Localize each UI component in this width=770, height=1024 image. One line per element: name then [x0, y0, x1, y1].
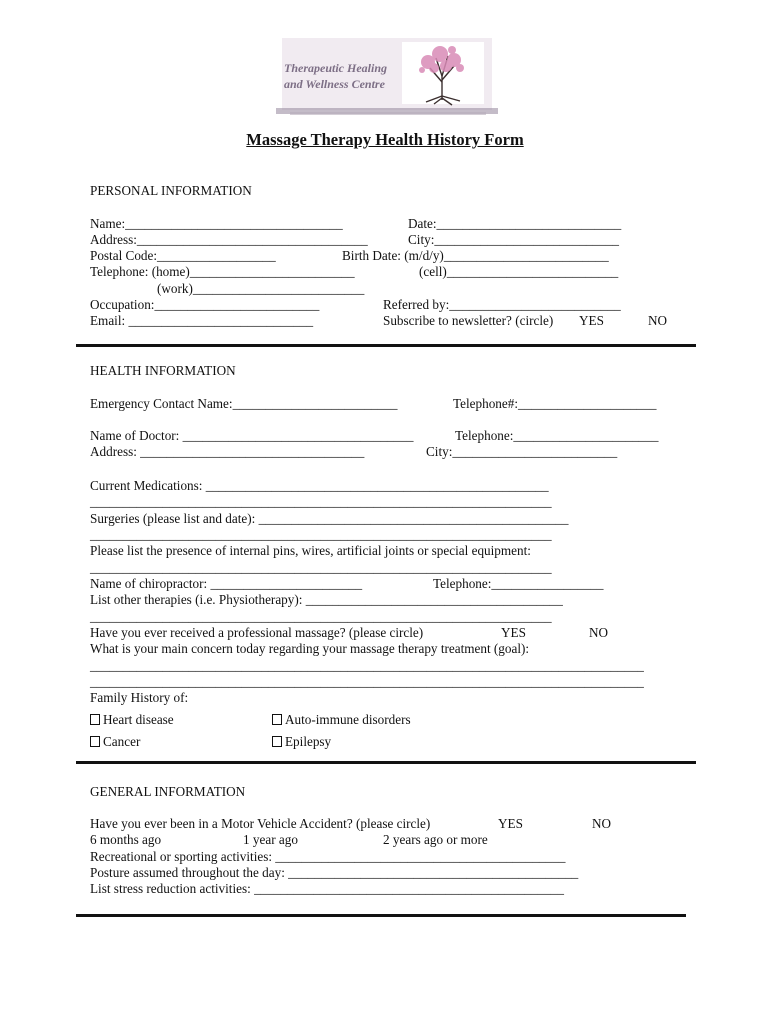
- recreational-activities-field[interactable]: Recreational or sporting activities: ____________________________________________: [90, 849, 566, 864]
- checkbox-icon[interactable]: [90, 736, 100, 747]
- logo-text-line2: and Wellness Centre: [284, 77, 385, 91]
- chiropractor-field[interactable]: Name of chiropractor: _______________________: [90, 576, 363, 591]
- section-divider: [76, 914, 686, 917]
- professional-massage-question: Have you ever received a professional massage? (please circle): [90, 625, 424, 640]
- other-therapies-field[interactable]: List other therapies (i.e. Physiotherapy): _______________________________________: [90, 592, 563, 607]
- occupation-field[interactable]: Occupation:_________________________: [90, 297, 320, 312]
- posture-field[interactable]: Posture assumed throughout the day: ____________________________________________: [90, 865, 579, 880]
- main-concern-question: What is your main concern today regarding your massage therapy treatment (goal):: [90, 641, 530, 656]
- autoimmune-checkbox[interactable]: [272, 712, 411, 728]
- form-title: Massage Therapy Health History Form: [246, 130, 524, 149]
- checkbox-icon[interactable]: [272, 736, 282, 747]
- section-divider: [76, 344, 696, 347]
- current-medications-field[interactable]: Current Medications: ____________________________________________________: [90, 478, 549, 493]
- family-history-label: Family History of:: [90, 690, 189, 705]
- emergency-contact-field[interactable]: Emergency Contact Name:_________________________: [90, 396, 398, 411]
- heart-disease-label: Heart disease: [103, 712, 174, 727]
- referred-by-field[interactable]: Referred by:__________________________: [383, 297, 621, 312]
- main-concern-blank-line-1[interactable]: ____________________________________________________________________________________: [90, 658, 644, 673]
- section-heading-general: GENERAL INFORMATION: [90, 784, 246, 799]
- epilepsy-checkbox[interactable]: [272, 734, 331, 750]
- newsletter-label: Subscribe to newsletter? (circle): [383, 313, 554, 328]
- mva-question: Have you ever been in a Motor Vehicle Accident? (please circle): [90, 816, 431, 831]
- date-field[interactable]: Date:____________________________: [408, 216, 622, 231]
- doctor-address-field[interactable]: Address: __________________________________: [90, 444, 365, 459]
- mva-yes-option[interactable]: YES: [498, 816, 523, 831]
- address-field[interactable]: Address:___________________________________: [90, 232, 368, 247]
- section-heading-personal: PERSONAL INFORMATION: [90, 183, 252, 198]
- medications-blank-line[interactable]: ______________________________________________________________________: [90, 494, 552, 509]
- doctor-name-field[interactable]: Name of Doctor: ___________________________________: [90, 428, 414, 443]
- home-telephone-field[interactable]: Telephone: (home)_________________________: [90, 264, 355, 279]
- checkbox-icon[interactable]: [90, 714, 100, 725]
- newsletter-no-option[interactable]: NO: [648, 313, 668, 328]
- checkbox-icon[interactable]: [272, 714, 282, 725]
- cancer-checkbox[interactable]: [90, 734, 140, 750]
- newsletter-yes-option[interactable]: YES: [579, 313, 604, 328]
- cell-telephone-field[interactable]: (cell)__________________________: [419, 264, 619, 279]
- internal-pins-blank-line[interactable]: ______________________________________________________________________: [90, 560, 552, 575]
- internal-pins-label: Please list the presence of internal pins, wires, artificial joints or special equipment:: [90, 543, 531, 558]
- email-field[interactable]: Email: ____________________________: [90, 313, 314, 328]
- massage-yes-option[interactable]: YES: [501, 625, 526, 640]
- logo-text-line1: Therapeutic Healing: [284, 61, 387, 75]
- emergency-telephone-field[interactable]: Telephone#:_____________________: [453, 396, 657, 411]
- heart-disease-checkbox[interactable]: [90, 712, 174, 728]
- autoimmune-label: Auto-immune disorders: [285, 712, 411, 727]
- epilepsy-label: Epilepsy: [285, 734, 332, 749]
- name-field[interactable]: Name:_________________________________: [90, 216, 343, 231]
- mva-one-year-option[interactable]: 1 year ago: [243, 832, 298, 847]
- birth-date-field[interactable]: Birth Date: (m/d/y)_________________________: [342, 248, 609, 263]
- massage-no-option[interactable]: NO: [589, 625, 609, 640]
- cancer-label: Cancer: [103, 734, 141, 749]
- main-concern-blank-line-2[interactable]: ____________________________________________________________________________________: [90, 674, 644, 689]
- logo: [276, 34, 498, 118]
- surgeries-blank-line[interactable]: ______________________________________________________________________: [90, 527, 552, 542]
- doctor-telephone-field[interactable]: Telephone:______________________: [455, 428, 659, 443]
- mva-two-years-option[interactable]: 2 years ago or more: [383, 832, 488, 847]
- city-field[interactable]: City:____________________________: [408, 232, 620, 247]
- postal-code-field[interactable]: Postal Code:__________________: [90, 248, 276, 263]
- mva-six-months-option[interactable]: 6 months ago: [90, 832, 162, 847]
- chiropractor-telephone-field[interactable]: Telephone:_________________: [433, 576, 604, 591]
- mva-no-option[interactable]: NO: [592, 816, 612, 831]
- other-therapies-blank-line[interactable]: ______________________________________________________________________: [90, 609, 552, 624]
- section-heading-health: HEALTH INFORMATION: [90, 363, 236, 378]
- section-divider: [76, 761, 696, 764]
- surgeries-field[interactable]: Surgeries (please list and date): _______________________________________________: [90, 511, 569, 526]
- stress-reduction-field[interactable]: List stress reduction activities: _______________________________________________: [90, 881, 564, 896]
- work-telephone-field[interactable]: (work)__________________________: [157, 281, 365, 296]
- doctor-city-field[interactable]: City:_________________________: [426, 444, 618, 459]
- logo-graphic: [276, 34, 498, 118]
